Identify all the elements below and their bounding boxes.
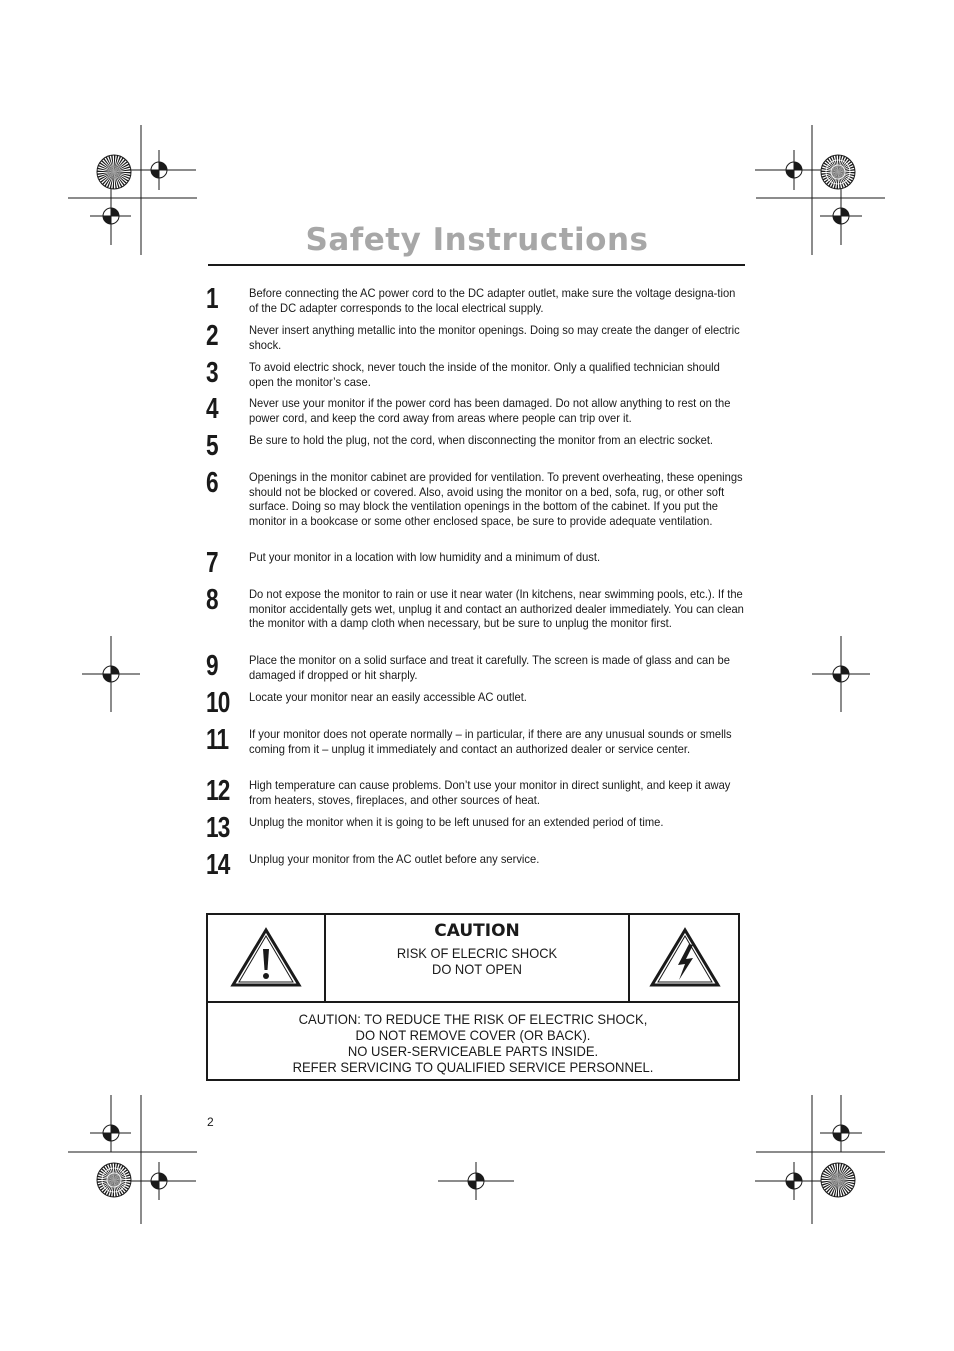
item-text: Put your monitor in a location with low humidity and a minimum of dust. (249, 550, 601, 564)
item-text: Unplug your monitor from the AC outlet before any service. (249, 852, 540, 866)
item-text: Never insert anything metallic into the monitor openings. Doing so may create the danger of electric shock. (249, 323, 740, 352)
item-text: Before connecting the AC power cord to the DC adapter outlet, make sure the voltage designa-tion of the DC adapter corresponds to the local electrical supply. (249, 286, 736, 315)
caution-warning-line: CAUTION: TO REDUCE THE RISK OF ELECTRIC SHOCK, (298, 1011, 648, 1027)
item-number: 8 (206, 584, 218, 616)
caution-right-cell (628, 915, 740, 1001)
item-text: Place the monitor on a solid surface and treat it carefully. The screen is made of glass and can be damaged if dropped or hit sharply. (249, 653, 730, 682)
item-number: 6 (206, 467, 218, 499)
item-text: High temperature can cause problems. Don’t use your monitor in direct sunlight, and keep it away from heaters, stoves, fireplaces, and other sources of heat. (249, 778, 731, 807)
item-number: 12 (206, 775, 230, 807)
caution-box (206, 913, 740, 1081)
item-text: Do not expose the monitor to rain or use it near water (In kitchens, near swimming pools, etc.). If the monitor accidentally gets wet, unplug it and contact an authorized dealer immediately. You can clean the monitor with a damp cloth when necessary, but be sure to unplug the monitor first. (249, 587, 744, 631)
caution-do-not-open-line: DO NOT OPEN (432, 961, 522, 977)
caution-heading: CAUTION (434, 921, 520, 941)
title-rule (208, 264, 745, 266)
item-number: 3 (206, 357, 218, 389)
item-number: 11 (206, 724, 229, 756)
page-title: Safety Instructions (305, 222, 649, 258)
item-text: Openings in the monitor cabinet are provided for ventilation. To prevent overheating, these openings should not be blocked or covered. Also, avoid using the monitor on a bed, sofa, rug, or other soft surface. Doing so may block the ventilation openings in the bottom of the cabinet. If you put the monitor in a bookcase or some other enclosed space, be sure to provide adequate ventilation. (249, 470, 743, 528)
caution-warning-text (208, 1011, 738, 1075)
caution-header-row (208, 915, 738, 1003)
item-number: 5 (206, 430, 218, 462)
lightning-triangle-icon (649, 927, 721, 989)
item-text: If your monitor does not operate normally – in particular, if there are any unusual sounds or smells coming from it – unplug it immediately and contact an authorized dealer or service center. (249, 727, 732, 756)
item-number: 4 (206, 393, 218, 425)
caution-warning-line: REFER SERVICING TO QUALIFIED SERVICE PERSONNEL. (292, 1059, 654, 1075)
item-text: Never use your monitor if the power cord has been damaged. Do not allow anything to rest on the power cord, and keep the cord away from areas where people can trip over it. (249, 396, 731, 425)
item-number: 10 (206, 687, 230, 719)
caution-warning-line: NO USER-SERVICEABLE PARTS INSIDE. (347, 1043, 599, 1059)
exclamation-triangle-icon (230, 927, 302, 989)
page-number: 2 (207, 1115, 214, 1129)
item-number: 14 (206, 849, 230, 881)
item-number: 9 (206, 650, 218, 682)
item-text: Locate your monitor near an easily accessible AC outlet. (249, 690, 527, 704)
item-number: 1 (206, 283, 218, 315)
item-number: 13 (206, 812, 230, 844)
caution-left-cell (208, 915, 326, 1001)
item-text: Unplug the monitor when it is going to be left unused for an extended period of time. (249, 815, 664, 829)
item-number: 2 (206, 320, 218, 352)
caution-text-cell (326, 915, 628, 1001)
caution-warning-line: DO NOT REMOVE COVER (OR BACK). (355, 1027, 591, 1043)
item-text: To avoid electric shock, never touch the inside of the monitor. Only a qualified technician should open the monitor’s case. (249, 360, 720, 389)
item-text: Be sure to hold the plug, not the cord, when disconnecting the monitor from an electric socket. (249, 433, 714, 447)
item-number: 7 (206, 547, 218, 579)
caution-risk-line: RISK OF ELECRIC SHOCK (396, 945, 558, 961)
